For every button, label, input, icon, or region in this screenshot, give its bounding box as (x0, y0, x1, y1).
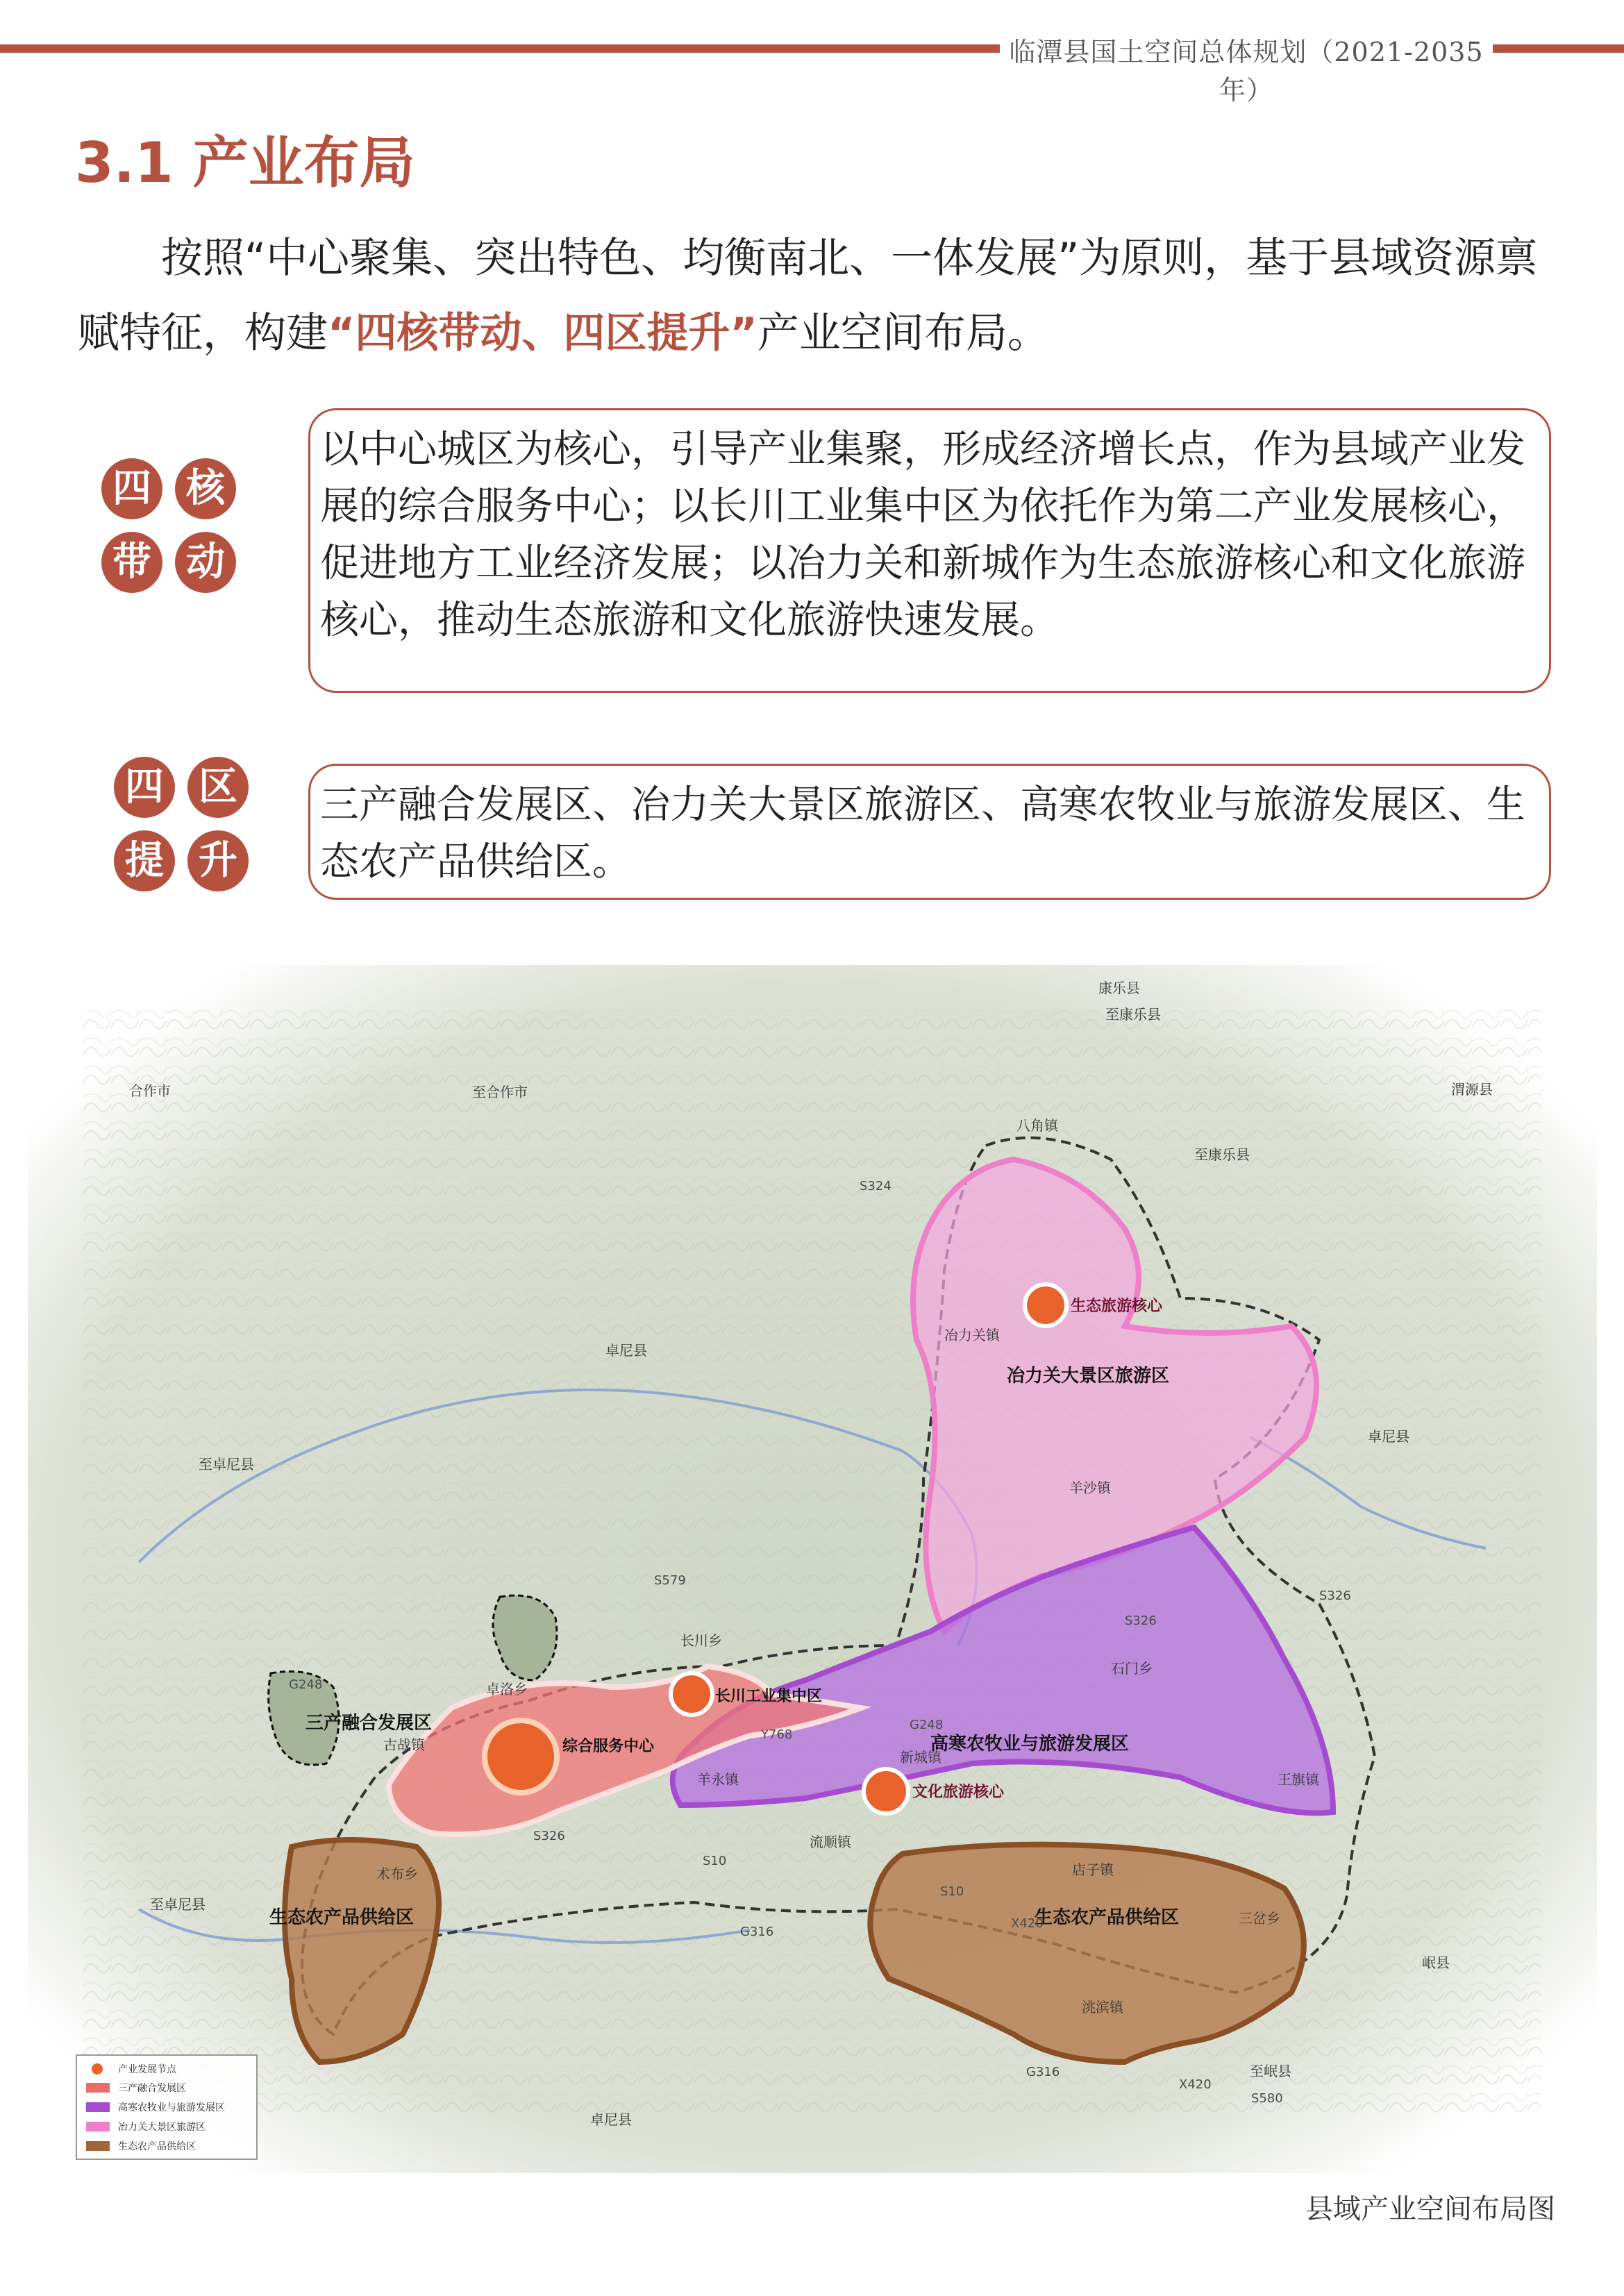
road-label: S326 (1125, 1614, 1157, 1628)
place-label: 康乐县 (1098, 980, 1140, 996)
road-label: S579 (654, 1573, 686, 1588)
label-node-wenhua: 文化旅游核心 (912, 1784, 1005, 1801)
road-label: S326 (533, 1829, 565, 1843)
legend-label: 产业发展节点 (118, 2064, 176, 2075)
place-label: 长川乡 (680, 1632, 722, 1649)
road-label: S10 (940, 1884, 964, 1899)
badge-char: 升 (187, 830, 249, 891)
legend-swatch (86, 2141, 110, 2151)
label-node-zonghe: 综合服务中心 (562, 1738, 655, 1755)
legend-swatch (86, 2102, 110, 2112)
industry-layout-map (0, 951, 1624, 2201)
legend-label: 冶力关大景区旅游区 (118, 2122, 206, 2133)
badge-char: 区 (187, 757, 249, 818)
header-rule-right (1493, 44, 1624, 53)
road-label: S326 (1319, 1589, 1351, 1603)
intro-text-before: 按照“中心聚集、突出特色、均衡南北、一体发展”为原则，基于县域资源禀赋特征，构建 (78, 234, 1538, 358)
place-label: 岷县 (1422, 1954, 1450, 1971)
road-label: G316 (1026, 2065, 1060, 2079)
place-label: 至岷县 (1250, 2063, 1291, 2079)
place-label: 冶力关镇 (944, 1327, 1000, 1343)
place-label: 羊永镇 (697, 1771, 739, 1788)
intro-text-after: 产业空间布局。 (757, 309, 1049, 358)
label-zone-sanchan: 三产融合发展区 (305, 1713, 433, 1734)
place-label: 卓洛乡 (486, 1681, 528, 1698)
place-label: 卓尼县 (1368, 1428, 1409, 1445)
place-label: 术布乡 (376, 1866, 418, 1882)
road-label: S324 (860, 1179, 891, 1193)
place-label: 羊沙镇 (1069, 1480, 1111, 1496)
place-label: 流顺镇 (810, 1834, 851, 1850)
place-label: 三岔乡 (1239, 1910, 1280, 1927)
label-zone-shengtai-east: 生态农产品供给区 (1035, 1907, 1180, 1928)
label-zone-shengtai-west: 生态农产品供给区 (269, 1907, 415, 1928)
road-label: G316 (740, 1925, 774, 1939)
document-header-title: 临潭县国土空间总体规划（2021-2035 年） (1009, 37, 1484, 106)
place-label: 渭源县 (1451, 1081, 1493, 1098)
legend-label: 三产融合发展区 (118, 2083, 186, 2094)
map-canvas (0, 951, 1624, 2201)
node-zonghe (485, 1720, 557, 1793)
label-zone-yeliguan: 冶力关大景区旅游区 (1007, 1366, 1170, 1386)
place-label: 洮滨镇 (1082, 1999, 1123, 2016)
node-shengtai-lvyou (1025, 1284, 1066, 1326)
map-caption: 县域产业空间布局图 (1305, 2193, 1555, 2225)
four-cores-description: 以中心城区为核心，引导产业集聚，形成经济增长点，作为县域产业发展的综合服务中心；以长川工业集中区为依托作为第二产业发展核心，促进地方工业经济发展；以冶力关和新城作为生态旅游核心和文化旅游核心，推动生态旅游和文化旅游快速发展。 (308, 408, 1551, 693)
intro-paragraph (78, 221, 1550, 371)
place-label: 卓尼县 (605, 1342, 647, 1359)
legend-swatch (86, 2083, 110, 2093)
place-label: 新城镇 (900, 1749, 941, 1766)
place-label: 王旗镇 (1278, 1771, 1319, 1788)
road-label: X420 (1179, 2077, 1212, 2092)
four-cores-badge (101, 458, 254, 611)
road-label: Y768 (761, 1727, 793, 1742)
place-label: 石门乡 (1111, 1660, 1153, 1677)
place-label: 合作市 (129, 1082, 171, 1099)
legend-swatch (86, 2122, 110, 2131)
legend-label: 高寒农牧业与旅游发展区 (118, 2102, 225, 2113)
badge-char: 动 (175, 532, 236, 593)
road-label: G248 (289, 1677, 323, 1692)
place-label: 店子镇 (1072, 1861, 1114, 1878)
road-label: X420 (1011, 1916, 1044, 1931)
place-label: 至康乐县 (1105, 1006, 1161, 1023)
node-wenhua (864, 1769, 908, 1813)
badge-char: 四 (114, 757, 175, 818)
place-label: 至康乐县 (1194, 1146, 1250, 1163)
place-label: 至卓尼县 (199, 1456, 254, 1473)
badge-char: 四 (101, 458, 162, 519)
badge-char: 带 (101, 532, 162, 593)
place-label: 至卓尼县 (150, 1896, 206, 1913)
place-label: 八角镇 (1016, 1117, 1058, 1134)
road-label: S580 (1251, 2091, 1283, 2106)
map-legend (76, 2055, 257, 2159)
badge-char: 核 (175, 458, 236, 519)
label-node-shengtai-lvyou: 生态旅游核心 (1071, 1298, 1163, 1315)
four-zones-badge (114, 757, 267, 910)
section-title: 3.1 产业布局 (75, 131, 415, 195)
road-label: S10 (703, 1854, 727, 1868)
label-node-changchuan: 长川工业集中区 (715, 1688, 823, 1705)
place-label: 古战镇 (383, 1736, 425, 1753)
place-label: 至合作市 (472, 1084, 528, 1100)
legend-swatch (92, 2063, 103, 2075)
place-label: 卓尼县 (590, 2111, 632, 2128)
legend-label: 生态农产品供给区 (118, 2141, 196, 2152)
road-label: G248 (910, 1718, 944, 1732)
four-zones-description: 三产融合发展区、冶力关大景区旅游区、高寒农牧业与旅游发展区、生态农产品供给区。 (308, 764, 1551, 900)
intro-highlight: “四核带动、四区提升” (328, 309, 757, 358)
badge-char: 提 (114, 830, 175, 891)
node-changchuan (671, 1673, 712, 1715)
label-zone-gaohan: 高寒农牧业与旅游发展区 (930, 1734, 1130, 1754)
header-rule-left (0, 44, 1000, 53)
